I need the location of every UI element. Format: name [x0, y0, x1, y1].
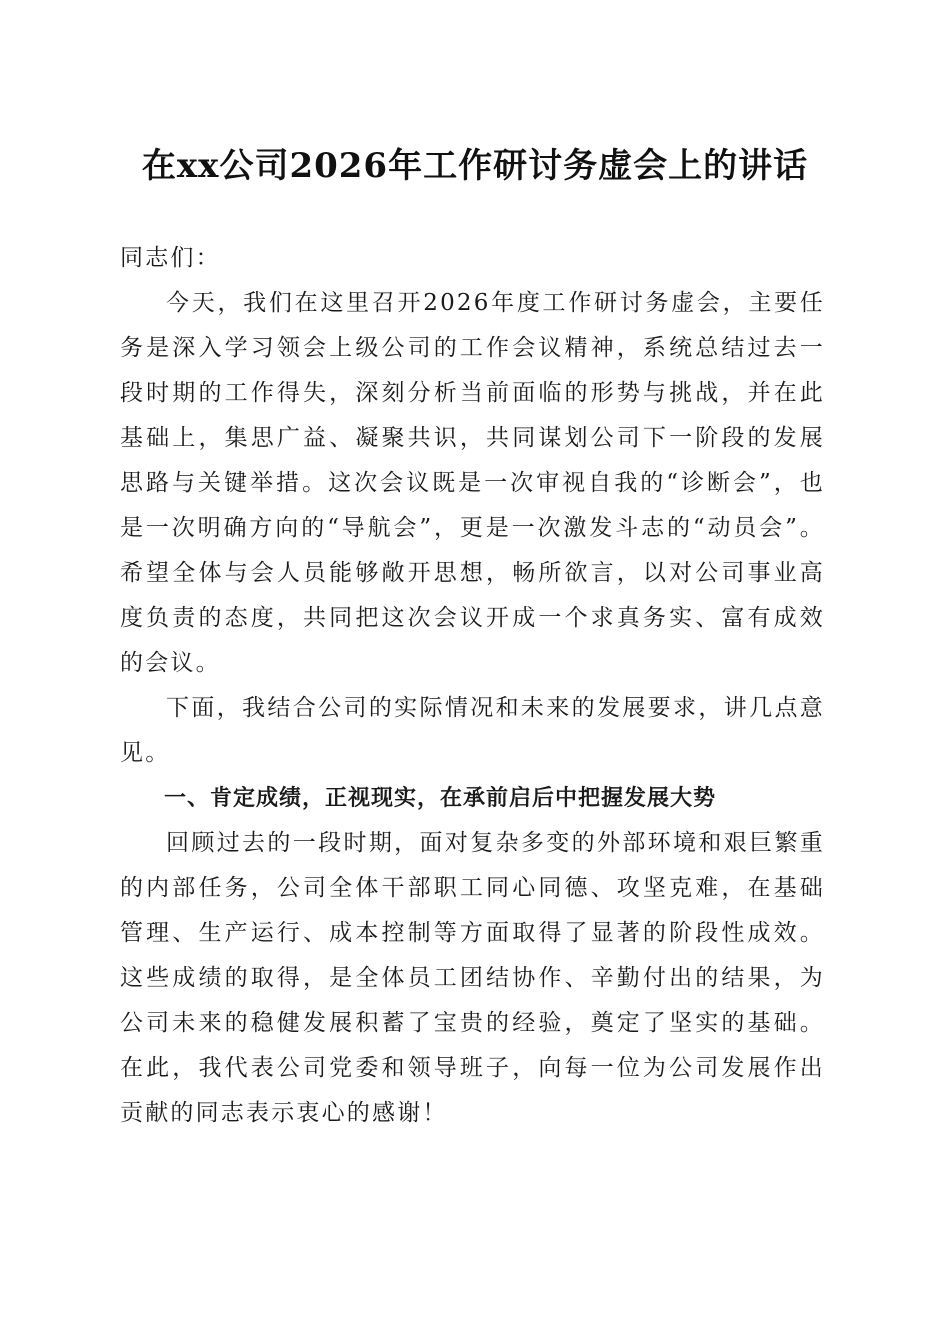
- section-heading: 一、肯定成绩，正视现实，在承前启后中把握发展大势: [164, 786, 717, 811]
- document-body: [120, 236, 825, 1136]
- paragraph-intro: 下面，我结合公司的实际情况和未来的发展要求，讲几点意见。: [120, 695, 825, 766]
- paragraph-opening: 今天，我们在这里召开2026年度工作研讨务虚会，主要任务是深入学习领会上级公司的工作会议精神，系统总结过去一段时期的工作得失，深刻分析当前面临的形势与挑战，并在此基础上，集思广益、凝聚共识，共同谋划公司下一阶段的发展思路与关键举措。这次会议既是一次审视自我的“诊断会”，也是一次明确方向的“导航会”，更是一次激发斗志的“动员会”。希望全体与会人员能够敞开思想，畅所欲言，以对公司事业高度负责的态度，共同把这次会议开成一个求真务实、富有成效的会议。: [120, 290, 825, 676]
- section-paragraph: 回顾过去的一段时期，面对复杂多变的外部环境和艰巨繁重的内部任务，公司全体干部职工同心同德、攻坚克难，在基础管理、生产运行、成本控制等方面取得了显著的阶段性成效。这些成绩的取得，是全体员工团结协作、辛勤付出的结果，为公司未来的稳健发展积蓄了宝贵的经验，奠定了坚实的基础。在此，我代表公司党委和领导班子，向每一位为公司发展作出贡献的同志表示衷心的感谢！: [120, 830, 825, 1126]
- document-title: 在xx公司2026年工作研讨务虚会上的讲话: [141, 146, 809, 186]
- salutation: 同志们：: [120, 245, 221, 271]
